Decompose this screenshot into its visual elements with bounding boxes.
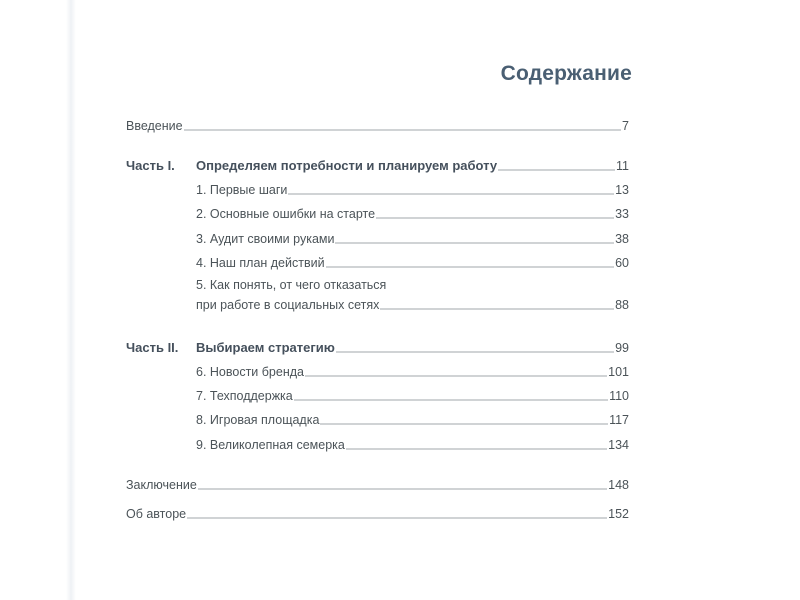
dot-leader [335, 242, 614, 244]
toc-entry-chapter-4[interactable] [196, 253, 629, 271]
toc-page-number: 152 [608, 507, 629, 521]
toc-entry-part-2[interactable] [126, 338, 629, 356]
part-title: Определяем потребности и планируем работу [196, 158, 498, 173]
toc-entry-chapter-8[interactable] [196, 410, 629, 428]
toc-page-number: 110 [609, 389, 629, 403]
toc-entry-chapter-7[interactable] [196, 386, 629, 404]
toc-page-number: 88 [615, 298, 629, 312]
toc-entry-label-line1: 5. Как понять, от чего отказаться [196, 278, 387, 292]
toc-page-number: 11 [616, 159, 629, 173]
dot-leader [326, 266, 615, 268]
toc-entry-label-line2: при работе в социальных сетях [196, 298, 380, 312]
toc-entry-label: 7. Техподдержка [196, 389, 293, 403]
toc-page-number: 7 [622, 119, 629, 133]
part-label: Часть II. [126, 340, 179, 355]
dot-leader [305, 375, 607, 377]
part-label: Часть I. [126, 158, 175, 173]
toc-page-number: 148 [608, 478, 629, 492]
toc-entry-label: Введение [126, 119, 183, 133]
toc-entry-label: Заключение [126, 478, 197, 492]
toc-page-number: 38 [615, 232, 629, 246]
toc-entry-conclusion[interactable] [126, 475, 629, 493]
toc-entry-label: 2. Основные ошибки на старте [196, 207, 376, 221]
dot-leader [498, 169, 615, 171]
toc-entry-about-author[interactable] [126, 504, 629, 522]
toc-page-number: 33 [615, 207, 629, 221]
toc-page-number: 134 [608, 438, 629, 452]
toc-entry-label: 4. Наш план действий [196, 256, 325, 270]
dot-leader [346, 448, 607, 450]
page-title: Содержание [500, 62, 632, 85]
toc-entry-chapter-9[interactable] [196, 435, 629, 453]
dot-leader [376, 217, 614, 219]
dot-leader [294, 399, 608, 401]
dot-leader [288, 193, 614, 195]
toc-entry-label: 1. Первые шаги [196, 183, 288, 197]
dot-leader [320, 423, 608, 425]
dot-leader [187, 517, 607, 519]
toc-entry-chapter-6[interactable] [196, 362, 629, 380]
toc-entry-intro[interactable] [126, 116, 629, 134]
page-fold-shadow [66, 0, 76, 600]
dot-leader [198, 488, 607, 490]
toc-page-number: 99 [615, 341, 629, 355]
toc-entry-chapter-3[interactable] [196, 229, 629, 247]
dot-leader [184, 129, 621, 131]
toc-entry-label: 6. Новости бренда [196, 365, 304, 379]
dot-leader [380, 308, 614, 310]
toc-entry-label: Об авторе [126, 507, 187, 521]
toc-page-number: 117 [609, 413, 629, 427]
toc-page-number: 101 [608, 365, 629, 379]
toc-entry-label: 3. Аудит своими руками [196, 232, 335, 246]
dot-leader [336, 351, 614, 353]
toc-page-number: 13 [615, 183, 629, 197]
toc-entry-label: 8. Игровая площадка [196, 413, 320, 427]
toc-entry-chapter-1[interactable] [196, 180, 629, 198]
toc-entry-chapter-2[interactable] [196, 204, 629, 222]
toc-entry-part-1[interactable] [126, 156, 629, 174]
toc-page-number: 60 [615, 256, 629, 270]
toc-entry-label: 9. Великолепная семерка [196, 438, 345, 452]
toc-entry-chapter-5-line2[interactable] [196, 295, 629, 313]
part-title: Выбираем стратегию [196, 340, 335, 355]
